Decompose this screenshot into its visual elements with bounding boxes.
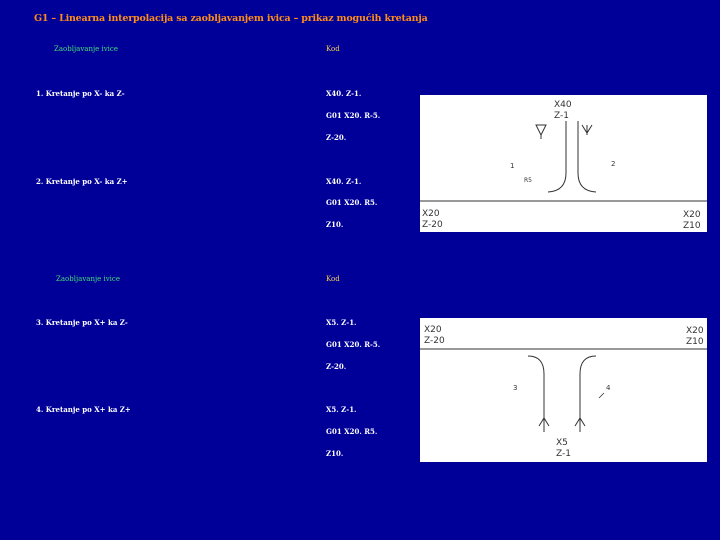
diagram1-right-x: X20 [683, 210, 701, 220]
tool-triangle-left [536, 125, 546, 135]
step-3-code-line-1: X5. Z-1. [326, 318, 357, 327]
pointer-line [599, 393, 604, 398]
step-4-code-line-2: G01 X20. R5. [326, 427, 378, 436]
diagram2-start-x: X5 [556, 438, 568, 448]
diagram1-right-z: Z10 [683, 221, 701, 231]
step-3-code-line-3: Z-20. [326, 362, 347, 371]
step-1-code-line-3: Z-20. [326, 133, 347, 142]
step-2-code-line-2: G01 X20. R5. [326, 198, 378, 207]
page-title: G1 – Linearna interpolacija sa zaobljavanjem ivica – prikaz mogućih kretanja [34, 13, 428, 24]
step-1-code-line-2: G01 X20. R-5. [326, 111, 381, 120]
step-1-code-line-1: X40. Z-1. [326, 89, 362, 98]
section1-header-left: Zaobljavanje ivice [54, 45, 118, 53]
diagram-paths-1-2 [420, 95, 707, 232]
path-4-curve [580, 356, 596, 374]
path-2-label: 2 [611, 160, 616, 168]
path-2-curve [578, 173, 596, 192]
path-3-curve [528, 356, 544, 374]
diagram1-start-x: X40 [554, 100, 572, 110]
section2-header-left: Zaobljavanje ivice [56, 275, 120, 283]
path-1-curve [548, 173, 566, 192]
step-3-code-line-2: G01 X20. R-5. [326, 340, 381, 349]
diagram-paths-3-4 [420, 318, 707, 462]
step-4-code-line-3: Z10. [326, 449, 344, 458]
diagram1-left-z: Z-20 [422, 220, 443, 230]
step-4-label: 4. Kretanje po X+ ka Z+ [36, 405, 131, 414]
step-2-label: 2. Kretanje po X- ka Z+ [36, 177, 128, 186]
radius-label: R5 [524, 177, 532, 184]
diagram1-left-x: X20 [422, 209, 440, 219]
path-4-label: 4 [606, 384, 611, 392]
diagram2-right-x: X20 [686, 326, 704, 336]
step-2-code-line-3: Z10. [326, 220, 344, 229]
section1-header-right: Kod [326, 45, 340, 53]
section2-header-right: Kod [326, 275, 340, 283]
diagram1-start-z: Z-1 [554, 111, 569, 121]
diagram2-left-x: X20 [424, 325, 442, 335]
diagram2-start-z: Z-1 [556, 449, 571, 459]
step-1-label: 1. Kretanje po X- ka Z- [36, 89, 125, 98]
path-3-label: 3 [513, 384, 518, 392]
step-2-code-line-1: X40. Z-1. [326, 177, 362, 186]
step-4-code-line-1: X5. Z-1. [326, 405, 357, 414]
diagram2-right-z: Z10 [686, 337, 704, 347]
diagram2-left-z: Z-20 [424, 336, 445, 346]
step-3-label: 3. Kretanje po X+ ka Z- [36, 318, 128, 327]
path-1-label: 1 [510, 162, 515, 170]
